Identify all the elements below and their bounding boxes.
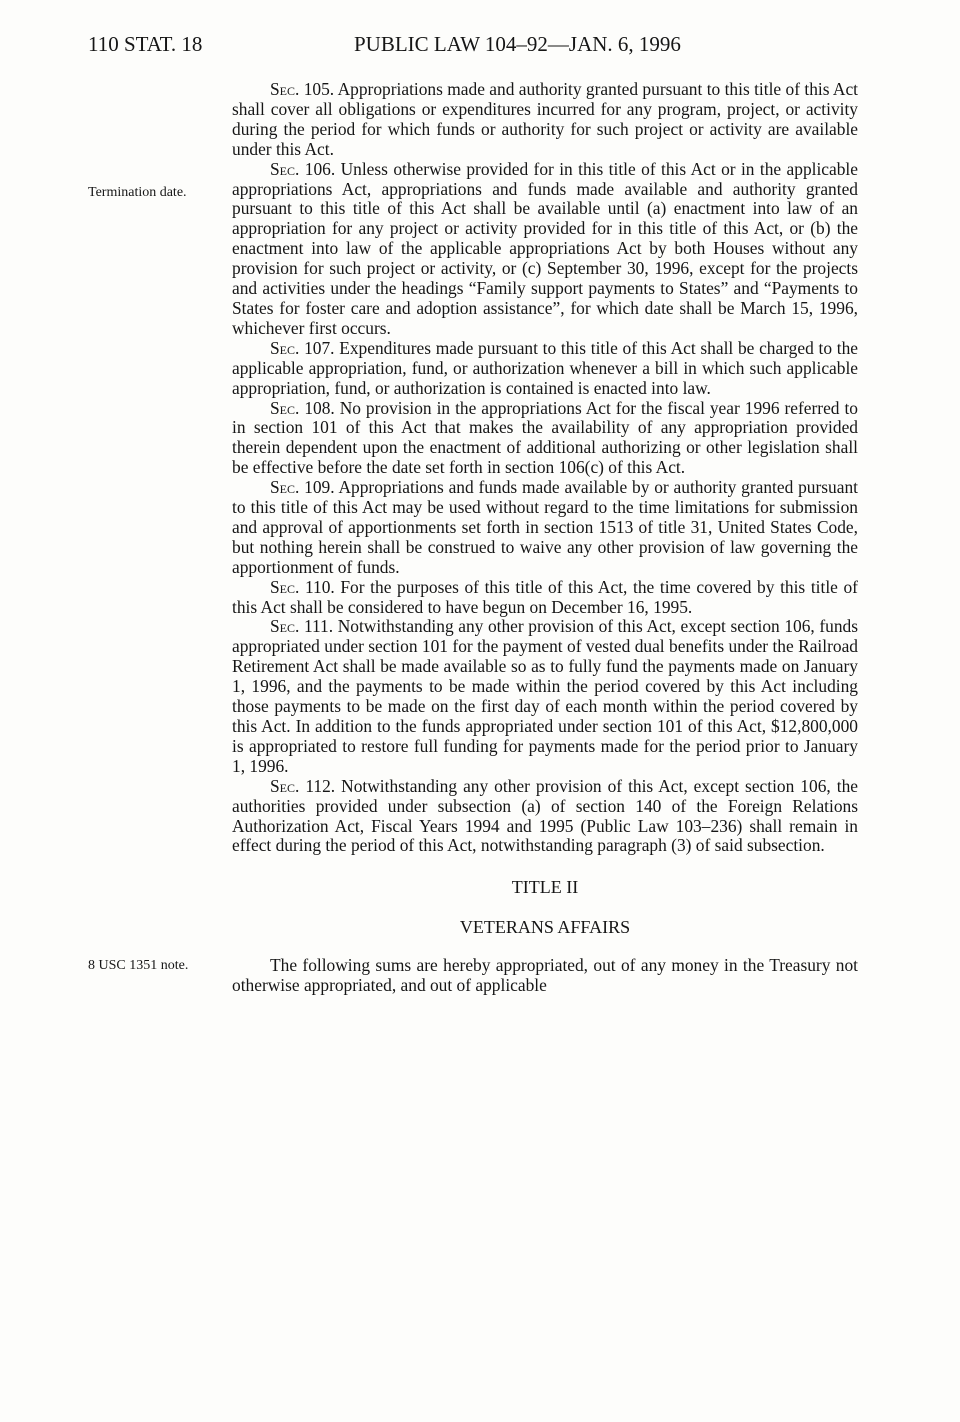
section-107 xyxy=(232,339,858,399)
section-text: Appropriations and funds made available by or authority granted pursuant to this title of this Act may be used without regard to the time limitations for submission and approval of apportionments set forth in section 1513 of title 31, United States Code, but nothing herein shall be construed to waive any other provision of law governing the apportionment of funds. xyxy=(232,477,858,577)
section-text: Appropriations made and authority granted pursuant to this title of this Act shall cover all obligations or expenditures incurred for any program, project, or activity during the period for which funds or authority for such project or activity are available under this Act. xyxy=(232,79,859,159)
body-text xyxy=(232,80,858,996)
section-111 xyxy=(232,617,858,776)
section-112 xyxy=(232,777,858,857)
section-text: For the purposes of this title of this Act, the time covered by this title of this Act shall be considered to have begun on December 16, 1995. xyxy=(232,576,858,617)
margin-note-termination-date: Termination date. xyxy=(88,185,187,200)
title-heading: TITLE II xyxy=(511,877,579,898)
running-header xyxy=(88,32,908,60)
section-109 xyxy=(232,478,858,578)
section-text: No provision in the appropriations Act for the fiscal year 1996 referred to in section 101 of this Act that makes the availability of any appropriation provided therein dependent upon the enactment of additional authorizing or other legislation shall be effective before the date set forth in section 106(c) of this Act. xyxy=(232,397,858,478)
section-110 xyxy=(232,578,858,618)
section-label: Sec. 105. xyxy=(270,79,335,99)
public-law-reference: PUBLIC LAW 104–92—JAN. 6, 1996 xyxy=(354,32,681,56)
section-label: Sec. 110. xyxy=(270,576,335,597)
section-105 xyxy=(232,80,858,160)
section-label: Sec. 109. xyxy=(270,477,335,498)
section-text: Unless otherwise provided for in this title of this Act or in the applicable appropriations Act, appropriations and funds made available and authority granted pursuant to this title of this Act shall be available until (a) enactment into law of an appropriation for any project or activity provided for in this title of this Act, or (b) the enactment into law of the applicable appropriations Act by both Houses without any provision for such project or activity, or (c) September 30, 1996, except for the projects and activities under the headings “Family support payments to States” and “Payments to States for foster care and adoption assistance”, for which date shall be March 15, 1996, whichever first occurs. xyxy=(232,158,858,338)
section-label: Sec. 107. xyxy=(270,337,335,358)
section-label: Sec. 106. xyxy=(270,158,336,179)
section-text: Notwithstanding any other provision of this Act, except section 106, funds appropriated under section 101 for the payment of vested dual benefits under the Railroad Retirement Act shall be made available so as to fully fund the payments made on January 1, 1996, and the payments to be made within the period covered by this Act including those payments to be made on the first day of each month within the period covered by this Act. In addition to the funds appropriated under section 101 of this Act, $12,800,000 is appropriated to restore full funding for payments made for the period prior to January 1, 1996. xyxy=(232,616,859,776)
section-106 xyxy=(232,160,858,339)
closing-paragraph: The following sums are hereby appropriated, out of any money in the Treasury not otherwise appropriated, and out of applicable xyxy=(232,955,858,996)
statute-page-reference: 110 STAT. 18 xyxy=(88,32,203,56)
section-label: Sec. 108. xyxy=(270,397,335,418)
section-label: Sec. 112. xyxy=(270,775,336,796)
section-label: Sec. 111. xyxy=(270,616,334,637)
margin-note-usc-citation: 8 USC 1351 note. xyxy=(88,958,189,973)
section-text: Notwithstanding any other provision of this Act, except section 106, the authorities provided under subsection (a) of section 140 of the Foreign Relations Authorization Act, Fiscal Years 1994 and 1995 (Public Law 103–236) shall remain in effect during the period of this Act, notwithstanding paragraph (3) of said subsection. xyxy=(232,775,858,856)
subject-heading: VETERANS AFFAIRS xyxy=(459,917,631,938)
section-108 xyxy=(232,399,858,479)
section-text: Expenditures made pursuant to this title of this Act shall be charged to the applicable appropriation, fund, or authorization whenever a bill in which such applicable appropriation, fund, or authorization is contained is enacted into law. xyxy=(232,337,858,398)
